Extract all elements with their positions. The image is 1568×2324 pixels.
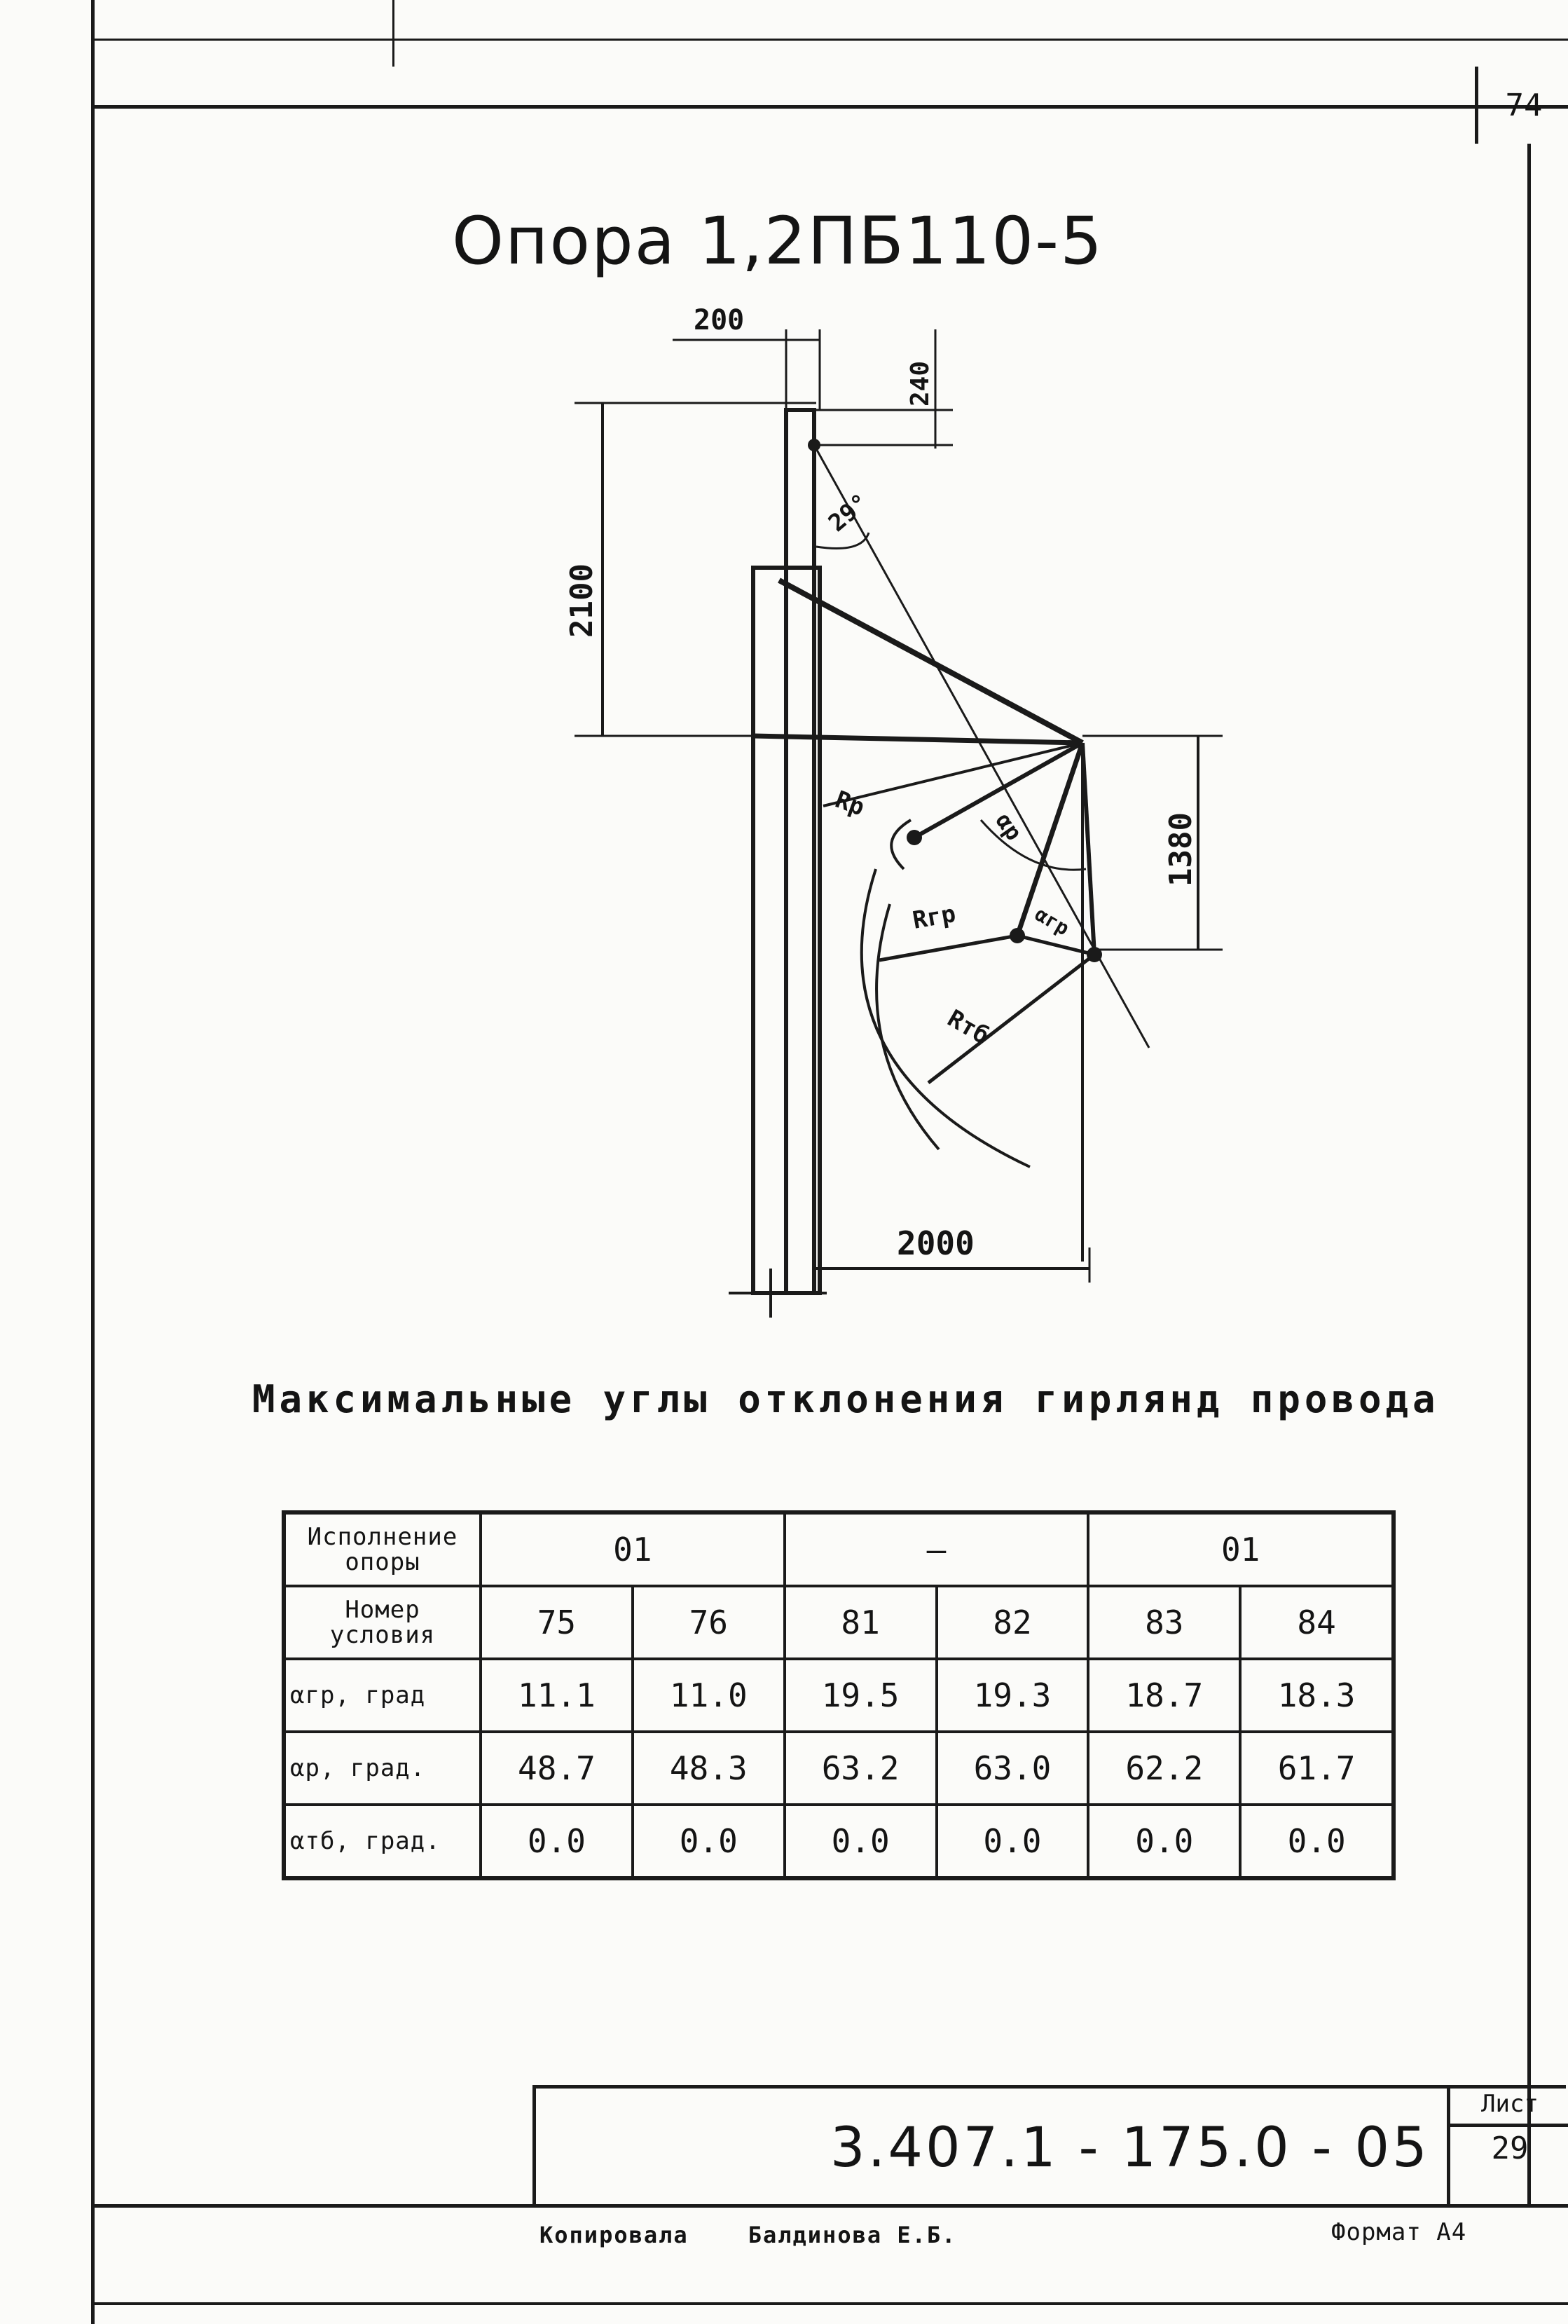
table-row (284, 1805, 1394, 1878)
attach-point-rgr (1010, 928, 1025, 943)
table-cell: 75 (481, 1586, 633, 1659)
table-row (284, 1732, 1394, 1805)
table-cell: 11.0 (633, 1659, 785, 1732)
table-row (284, 1512, 1394, 1586)
table-cell: 0.0 (1088, 1805, 1240, 1878)
table-cell: 63.0 (937, 1732, 1089, 1805)
row-label: Номер условия (284, 1586, 481, 1659)
arc-rgr (876, 904, 939, 1149)
attach-point-rtb (1087, 947, 1102, 962)
table-cell: 82 (937, 1586, 1089, 1659)
table-cell: 0.0 (1240, 1805, 1394, 1878)
sheet-box (1447, 2085, 1568, 2208)
table-cell: 48.7 (481, 1732, 633, 1805)
dim-200-text: 200 (694, 304, 745, 336)
pole-upper (786, 410, 814, 1293)
string-rtb (1082, 743, 1094, 955)
dim-1380-text: 1380 (1163, 812, 1199, 887)
copier-name: Балдинова Е.Б. (748, 2222, 957, 2248)
table-cell: 83 (1088, 1586, 1240, 1659)
table-cell: 18.7 (1088, 1659, 1240, 1732)
arc-rp (891, 820, 911, 869)
table-row (284, 1659, 1394, 1732)
table-row (284, 1586, 1394, 1659)
table-cell: 61.7 (1240, 1732, 1394, 1805)
angle-29-text: 29° (823, 488, 874, 538)
page-title: Опора 1,2ПБ110-5 (452, 203, 1103, 280)
label-rgr: Rгр (910, 899, 958, 935)
crossarm-brace (779, 580, 1082, 743)
table-cell: 19.5 (785, 1659, 937, 1732)
dim-240-text: 240 (906, 360, 935, 406)
row-label: αр, град. (284, 1732, 481, 1805)
table-cell: 01 (1088, 1512, 1394, 1586)
table-cell: 0.0 (937, 1805, 1089, 1878)
copied-by (539, 2222, 956, 2248)
sheet-label: Лист (1450, 2085, 1568, 2127)
table-cell: 0.0 (785, 1805, 937, 1878)
row-label: Исполнение опоры (284, 1512, 481, 1586)
table-heading: Максимальные углы отклонения гирлянд провода (252, 1377, 1440, 1421)
format-label: Формат А4 (1331, 2218, 1467, 2246)
copied-label: Копировала (539, 2222, 689, 2248)
table-cell: 63.2 (785, 1732, 937, 1805)
table-cell: 11.1 (481, 1659, 633, 1732)
row-label: αтб, град. (284, 1805, 481, 1878)
frame-outer-bottom-line (91, 2302, 1568, 2305)
dim-2100-text: 2100 (564, 563, 600, 638)
crossarm-horizontal (753, 736, 1082, 743)
page-number-text: 74 (1505, 87, 1543, 123)
title-block (532, 2085, 1566, 2208)
table-cell: — (785, 1512, 1089, 1586)
document-code: 3.407.1 - 175.0 - 05 (830, 2117, 1430, 2180)
table-cell: 81 (785, 1586, 937, 1659)
table-cell: 18.3 (1240, 1659, 1394, 1732)
angles-table (282, 1510, 1396, 1880)
label-alpha-p: αр (990, 807, 1028, 846)
dim-2000-text: 2000 (897, 1224, 975, 1262)
table-cell: 48.3 (633, 1732, 785, 1805)
attach-point-rp (907, 830, 922, 845)
row-label: αгр, град (284, 1659, 481, 1732)
table-cell: 84 (1240, 1586, 1394, 1659)
table-cell: 0.0 (633, 1805, 785, 1878)
attach-point-top (808, 439, 820, 451)
table-cell: 19.3 (937, 1659, 1089, 1732)
radius-rgr (879, 936, 1017, 960)
label-rp: Rр (831, 785, 869, 822)
table-cell: 01 (481, 1512, 785, 1586)
label-alpha-gr: αгр (1031, 902, 1073, 941)
table-cell: 62.2 (1088, 1732, 1240, 1805)
table-cell: 0.0 (481, 1805, 633, 1878)
label-rtb: Rтб (942, 1004, 994, 1051)
sheet-number: 29 (1491, 2131, 1529, 2166)
table-cell: 76 (633, 1586, 785, 1659)
